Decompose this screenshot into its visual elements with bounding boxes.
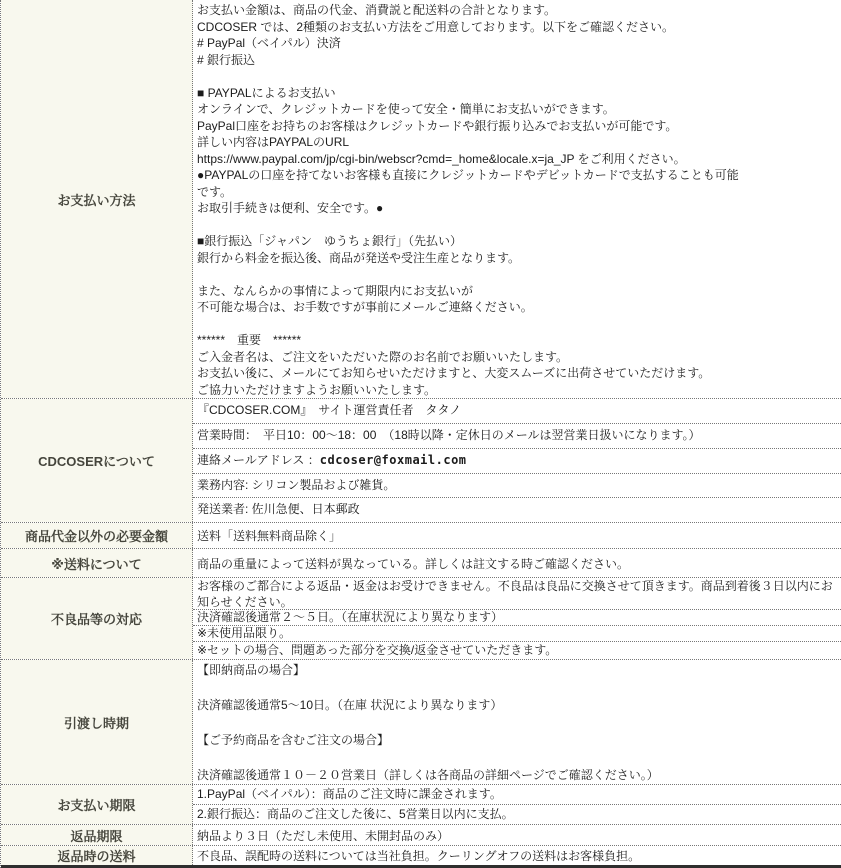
payment-text-line: PayPal口座をお持ちのお客様はクレジットカードや銀行振り込みでお支払いが可能です。 <box>197 118 678 133</box>
delivery-text-line: 決済確認後通常5～10日。（在庫 状況により異なります） <box>197 698 503 712</box>
payment-text-line: 不可能な場合は、お手数ですが事前にメールご連絡ください。 <box>197 300 533 314</box>
delivery-text-line: 【ご予約商品を含むご注文の場合】 <box>197 733 390 747</box>
payment-text-line: お支払い後に、メールにてお知らせいただけますと、大変スムーズに出荷させていただけます。 <box>197 366 711 380</box>
defective-content <box>193 578 841 659</box>
payment-deadline-bank-cell: 2.銀行振込：商品のご注文した後に、5営業日以内に支払。 <box>197 806 514 821</box>
payment-deadline-content <box>193 785 841 824</box>
contact-email-address: cdcoser@foxmail.com <box>319 453 467 468</box>
payment-text-line: 詳しい内容はPAYPALのURL <box>197 135 350 149</box>
row-shipping-note <box>1 549 841 578</box>
delivery-text-line <box>197 750 839 768</box>
payment-text-line: ■銀行振込「ジャパン ゆうちょ銀行」（先払い） <box>197 234 463 248</box>
business-description-cell: 業務内容: シリコン製品および雑貨。 <box>193 474 841 498</box>
payment-text-line: オンラインで、クレジットカードを使って安全・簡単にお支払いができます。 <box>197 102 615 116</box>
payment-method-content <box>193 0 841 398</box>
payment-text-line: ご入金者名は、ご注文をいただいた際のお名前でお願いいたします。 <box>197 349 569 364</box>
payment-method-header: お支払い方法 <box>1 0 193 398</box>
shipping-carrier-cell: 発送業者: 佐川急便、日本郵政 <box>197 502 360 517</box>
return-deadline-text: 納品より３日（ただし未使用、未開封品のみ） <box>197 828 450 843</box>
business-hours-cell: 営業時間： 平日10：00～18：00 （18時以降・定休日のメールは翌営業日扱いになります。） <box>193 424 841 449</box>
shipping-note-text: 商品の重量によって送料が異なっている。詳しくは註文する時ご確認ください。 <box>197 556 630 571</box>
delivery-text-line: 決済確認後通常１０－２０営業日（詳しくは各商品の詳細ページでご確認ください。） <box>197 768 659 782</box>
payment-text-line: お支払い金額は、商品の代金、消費説と配送料の合計となります。 <box>197 3 557 17</box>
return-shipping-text: 不良品、誤配時の送料については当社負担。クーリングオフの送料はお客様負担。 <box>197 849 641 863</box>
site-operator-cell: 『CDCOSER.COM』 サイト運営責任者 タタノ <box>193 399 841 424</box>
payment-text-line: ご協力いただけますようお願いいたします。 <box>197 382 437 397</box>
defective-set-note-cell: ※セットの場合、問題あった部分を交換/返金させていただきます。 <box>197 642 558 657</box>
defective-policy-cell: お客様のご都合による返品・返金はお受けできません。不良品は良品に交換させて頂きます。商品到着後３日以内にお知らせください。 <box>193 578 841 610</box>
delivery-text-line <box>197 715 839 733</box>
row-return-shipping <box>1 846 841 865</box>
about-header: CDCOSERについて <box>1 399 193 522</box>
extra-fees-header: 商品代金以外の必要金額 <box>1 523 193 548</box>
row-defective-handling <box>1 578 841 660</box>
row-payment-deadline <box>1 785 841 825</box>
row-about-cdcoser <box>1 399 841 523</box>
return-deadline-header: 返品期限 <box>1 825 193 845</box>
payment-text-line <box>197 217 839 234</box>
payment-text-line: CDCOSER では、2種類のお支払い方法をご用意しております。以下をご確認ください。 <box>197 19 675 34</box>
payment-text-line: ■ PAYPALによるお支払い <box>197 85 336 100</box>
defective-unused-note-cell: ※未使用品限り。 <box>193 626 841 642</box>
row-return-deadline <box>1 825 841 846</box>
payment-text-line: # 銀行振込 <box>197 52 256 67</box>
delivery-header: 引渡し時期 <box>1 660 193 784</box>
extra-fees-text: 送料「送料無料商品除く」 <box>197 529 342 543</box>
payment-text-line: ●PAYPALの口座を持てないお客様も直接にクレジットカードやデビットカードで支払することも可能 <box>197 168 739 182</box>
payment-text-line: です。 <box>197 184 233 199</box>
delivery-text-line: 【即納商品の場合】 <box>197 663 306 677</box>
payment-text-line <box>197 68 839 85</box>
delivery-content <box>193 660 841 784</box>
row-delivery-time <box>1 660 841 785</box>
payment-deadline-header: お支払い期限 <box>1 785 193 824</box>
payment-text-line <box>197 266 839 283</box>
payment-important-marker: ****** 重要 ****** <box>197 333 302 347</box>
payment-text-line: 銀行から料金を振込後、商品が発送や受注生産となります。 <box>197 250 521 265</box>
payment-text-line: # PayPal（ベイパル）決済 <box>197 36 341 50</box>
shipping-note-header: ※送料について <box>1 549 193 577</box>
defective-exchange-time-cell: 決済確認後通常２～５日。（在庫状況により異なります） <box>193 610 841 627</box>
delivery-text-line <box>197 680 839 698</box>
contact-email-cell <box>193 449 841 475</box>
row-extra-fees <box>1 523 841 549</box>
payment-text-line: また、なんらかの事情によって期限内にお支払いが <box>197 283 474 298</box>
payment-deadline-paypal-cell: 1.PayPal（ベイパル）：商品のご注文時に課金されます。 <box>193 785 841 805</box>
defective-header: 不良品等の対応 <box>1 578 193 659</box>
payment-text-line <box>197 316 839 333</box>
payment-text-line: お取引手続きは便利、安全です。● <box>197 201 384 215</box>
return-shipping-header: 返品時の送料 <box>1 846 193 865</box>
contact-email-label: 連絡メールアドレス ： <box>197 453 320 468</box>
row-payment-method <box>1 0 841 399</box>
about-content <box>193 399 841 522</box>
paypal-url-text: https://www.paypal.com/jp/cgi-bin/webscr?cmd=_home&locale.x=ja_JP をご利用ください。 <box>197 151 686 166</box>
